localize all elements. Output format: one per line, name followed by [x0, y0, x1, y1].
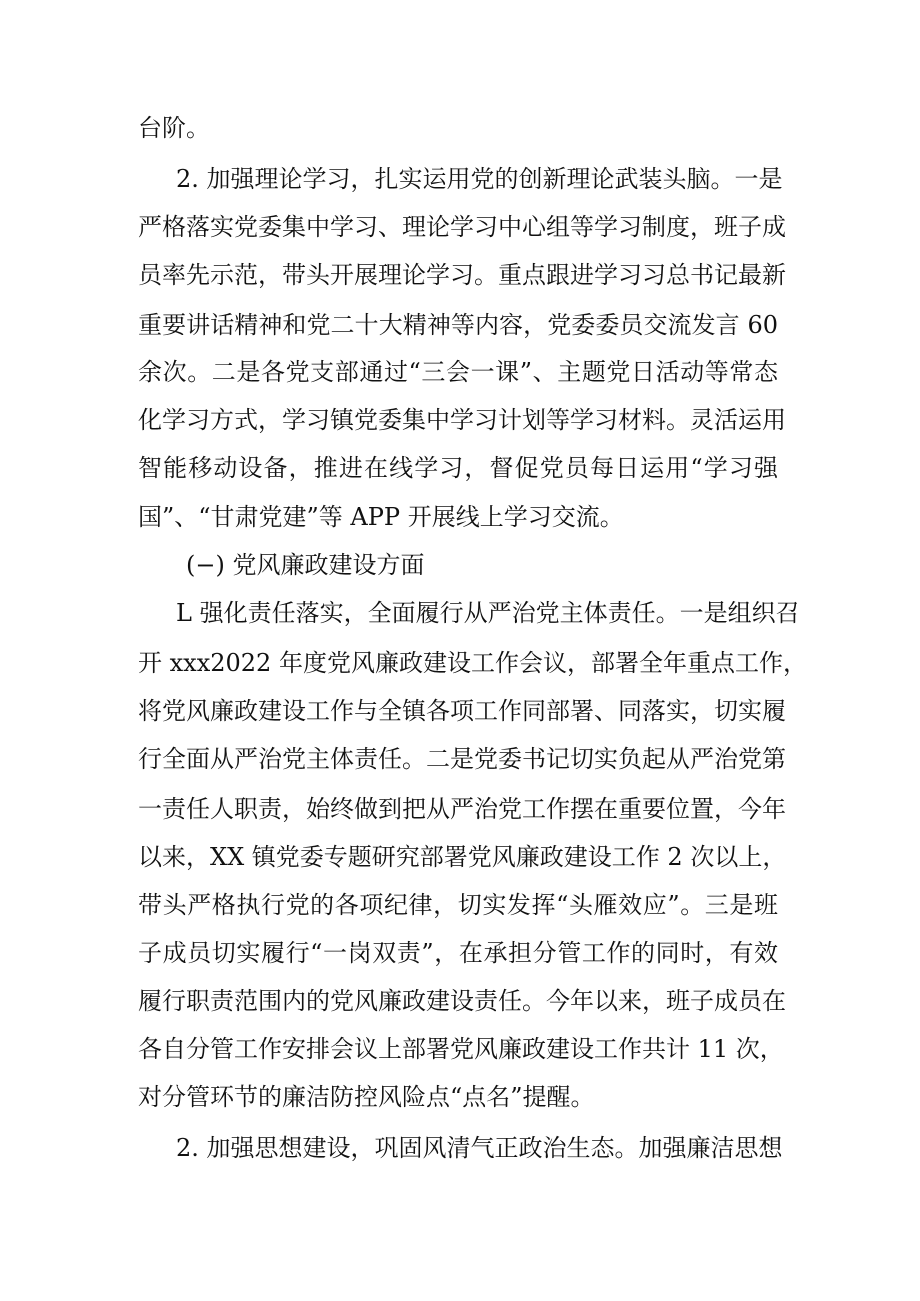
text-line: L 强化责任落实，全面履行从严治党主体责任。一是组织召 — [176, 599, 800, 627]
text-line: 台阶。 — [138, 114, 210, 142]
text-line: 重要讲话精神和党二十大精神等内容，党委委员交流发言 60 — [138, 311, 778, 339]
text-line: 2. 加强理论学习，扎实运用党的创新理论武装头脑。一是 — [176, 165, 783, 193]
text-line: 一责任人职责，始终做到把从严治党工作摆在重要位置，今年 — [138, 795, 786, 823]
text-line: 智能移动设备，推进在线学习，督促党员每日运用“学习强 — [138, 454, 778, 482]
text-line: 严格落实党委集中学习、理论学习中心组等学习制度，班子成 — [138, 213, 786, 241]
text-line: 以来，XX 镇党委专题研究部署党风廉政建设工作 2 次以上， — [138, 843, 787, 871]
text-line: 子成员切实履行“一岗双责”，在承担分管工作的同时，有效 — [138, 939, 778, 967]
text-line: 国”、“甘肃党建”等 APP 开展线上学习交流。 — [138, 503, 624, 531]
text-line: 对分管环节的廉洁防控风险点“点名”提醒。 — [138, 1083, 595, 1111]
text-line: 行全面从严治党主体责任。二是党委书记切实负起从严治党第 — [138, 745, 786, 773]
text-line: 各自分管工作安排会议上部署党风廉政建设工作共计 11 次， — [138, 1035, 784, 1063]
text-line: 履行职责范围内的党风廉政建设责任。今年以来，班子成员在 — [138, 987, 786, 1015]
text-line: 带头严格执行党的各项纪律，切实发挥“头雁效应”。三是班 — [138, 891, 778, 919]
text-line: 开 xxx2022 年度党风廉政建设工作会议，部署全年重点工作， — [138, 649, 807, 677]
text-line: 员率先示范，带头开展理论学习。重点跟进学习习总书记最新 — [138, 261, 786, 289]
text-line: 将党风廉政建设工作与全镇各项工作同部署、同落实，切实履 — [138, 697, 786, 725]
section-heading: (−) 党风廉政建设方面 — [186, 551, 425, 579]
text-line: 2. 加强思想建设，巩固风清气正政治生态。加强廉洁思想 — [176, 1134, 783, 1162]
text-line: 余次。二是各党支部通过“三会一课”、主题党日活动等常态 — [138, 358, 778, 386]
text-line: 化学习方式，学习镇党委集中学习计划等学习材料。灵活运用 — [138, 406, 786, 434]
